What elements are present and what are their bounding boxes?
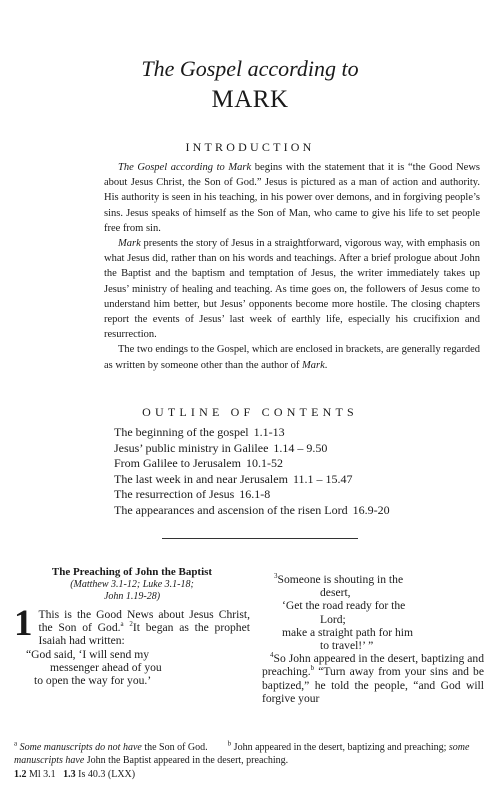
outline-item-title: From Galilee to Jerusalem [114, 456, 241, 471]
text-column-left [14, 566, 250, 687]
outline-list [114, 425, 484, 519]
cross-reference-text: Ml 3.1 [26, 769, 56, 780]
outline-item-title: Jesus’ public ministry in Galilee [114, 440, 269, 455]
book-title: MARK [211, 86, 289, 113]
outline-item-ref: 1.1-13 [253, 425, 285, 439]
poem-line: “God said, ‘I will send my [26, 647, 150, 661]
footnote-italic: some manuscripts have [14, 742, 470, 766]
footnotes [14, 739, 490, 782]
introduction-text [104, 160, 480, 373]
outline-item [114, 441, 484, 457]
verse-text: So John appeared in the desert, baptizing and preaching. [262, 652, 484, 679]
intro-paragraph [104, 160, 480, 236]
footnote-text: John the Baptist appeared in the desert, preaching. [84, 754, 289, 766]
outline-item-title: The appearances and ascension of the risen Lord [114, 502, 348, 517]
poem-line: ‘Get the road ready for the [282, 599, 406, 613]
outline-item-ref: 16.9-20 [352, 502, 390, 517]
intro-paragraph [104, 342, 480, 372]
outline-item [114, 425, 484, 441]
intro-text-span: presents the story of Jesus in a straightforward, vigorous way, with emphasis on what Jesus did, rather than on his words and teachings. After a brief prologue about John the Baptist and the baptism and temptation of Jesus, the writer immediately takes up Jesus’ ministry of healing and teaching. As time goes on, the followers of Jesus come to understand him better, but Jesus’ opponents become more hostile. The closing chapters report the events of Jesus’ last week of earthly life, especially his crucifixion and resurrection. [104, 238, 480, 341]
outline-item-ref: 10.1-52 [245, 456, 283, 471]
intro-text-span: The two endings to the Gospel, which are enclosed in brackets, are generally regarded as written by someone other than the author of [104, 344, 480, 371]
poem-line [262, 573, 484, 586]
verse-number: 4 [270, 651, 274, 660]
outline-item-ref: 11.1 – 15.47 [292, 471, 353, 486]
cross-references [14, 769, 490, 782]
parallel-references: (Matthew 3.1-12; Luke 3.1-18; [70, 579, 194, 590]
outline-item-ref: 1.14 – 9.50 [273, 440, 328, 455]
verse-number: 2 [129, 620, 133, 629]
book-title-line: The Gospel according to [141, 56, 359, 81]
footnote-text: John appeared in the desert, baptizing and preaching; [231, 742, 449, 753]
outline-item-title: The beginning of the gospel [114, 425, 249, 439]
footnote-marker: b [310, 664, 315, 673]
outline-item-ref: 16.1-8 [239, 487, 271, 502]
section-divider [162, 538, 358, 539]
footnote-marker: b [227, 739, 232, 748]
intro-text-span: begins with the statement that it is “the Good News about Jesus Christ, the Son of God.” Jesus is pictured as a man of action and authority. His authority is seen in his teaching, in his power over demons, and in forgiving people’s sins. Jesus speaks of himself as the Son of Man, who came to give his life to set people free from sin. [104, 162, 481, 234]
poem-line: desert, [320, 586, 351, 600]
quotation [262, 573, 484, 652]
cross-reference-text: Is 40.3 (LXX) [75, 769, 136, 780]
poem-line: messenger ahead of you [50, 660, 162, 674]
footnote-marker: a [120, 620, 124, 629]
poem-line: Lord; [320, 612, 346, 626]
footnote-text: the Son of God. [141, 742, 208, 753]
cross-reference-label: 1.2 [14, 769, 27, 780]
intro-text-span: . [324, 359, 328, 371]
outline-heading: OUTLINE OF CONTENTS [142, 405, 358, 419]
poem-line: to open the way for you.’ [34, 674, 152, 688]
outline-item [114, 503, 484, 519]
verse-text: This is the Good News about Jesus Christ, the Son of God. [38, 608, 250, 635]
quotation [14, 648, 250, 688]
outline-item [114, 472, 484, 488]
poem-line: make a straight path for him [282, 625, 414, 639]
intro-italic-title: Mark [302, 359, 325, 371]
footnote-italic: Some manuscripts do not have [19, 742, 142, 753]
outline-item [114, 456, 484, 472]
verse-number: 3 [274, 572, 278, 581]
poem-line-text: Someone is shouting in the [277, 573, 404, 586]
footnote-marker: a [14, 739, 18, 748]
outline-item-title: The resurrection of Jesus [114, 487, 235, 502]
text-column-right [262, 573, 484, 705]
verse-text: “Turn away from your sins and be baptized,” he told the people, “and God will forgive your [262, 665, 484, 705]
intro-italic-title: The Gospel according to Mark [118, 162, 252, 173]
cross-reference-label: 1.3 [63, 769, 76, 780]
chapter-number: 1 [14, 603, 33, 644]
section-heading: The Preaching of John the Baptist [51, 566, 213, 578]
poem-line: to travel!’ ” [320, 639, 374, 653]
verse-paragraph [262, 652, 484, 705]
footnote-a [14, 739, 490, 767]
intro-italic-title: Mark [118, 238, 141, 250]
introduction-heading: INTRODUCTION [185, 140, 315, 154]
intro-paragraph [104, 236, 480, 342]
verse-text: It began as the prophet Isaiah had written: [38, 621, 250, 648]
outline-item-title: The last week in and near Jerusalem [114, 471, 288, 486]
outline-item [114, 487, 484, 503]
parallel-references: John 1.19-28) [103, 591, 161, 602]
chapter-opening [14, 603, 250, 648]
